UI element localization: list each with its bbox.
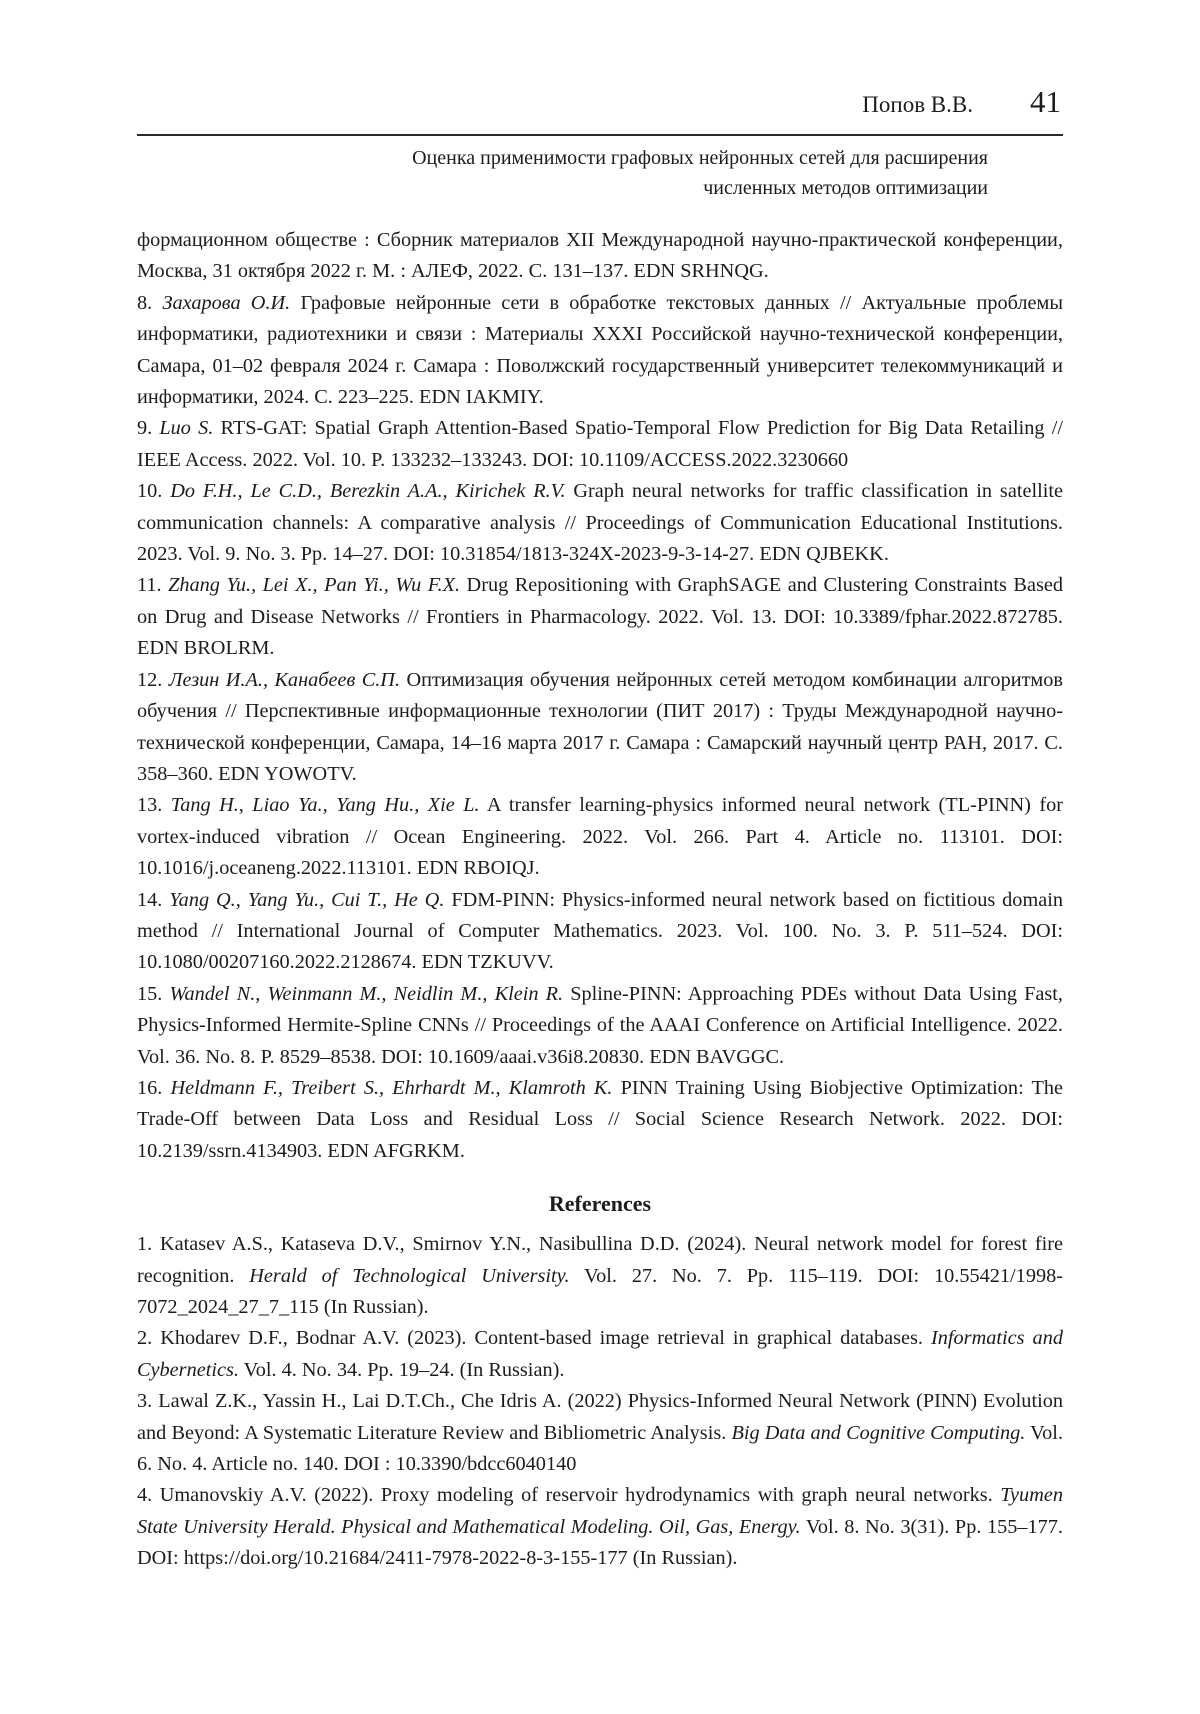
reference-authors: Wandel N., Weinmann M., Neidlin M., Klein R. bbox=[169, 982, 564, 1005]
reference-item bbox=[137, 885, 1063, 979]
reference-number: 14. bbox=[137, 888, 170, 911]
reference-text: PINN Training Using Biobjective Optimization: The Trade-Off between Data Loss and Residual Loss // Social Science Research Network. 2022. DOI: 10.2139/ssrn.4134903. EDN AFGRKM. bbox=[137, 1076, 1063, 1162]
reference-item bbox=[137, 790, 1063, 884]
reference-continuation: формационном обществе : Сборник материалов XII Международной научно-практической конференции, Москва, 31 октября 2022 г. М. : АЛЕФ, 2022. С. 131–137. EDN SRHNQG. bbox=[137, 229, 1063, 283]
reference-text: Spline-PINN: Approaching PDEs without Data Using Fast, Physics-Informed Hermite-Spline CNNs // Proceedings of the AAAI Conference on Artificial Intelligence. 2022. Vol. 36. No. 8. P. 8529–8538. DOI: 10.1609/aaai.v36i8.20830. EDN BAVGGC. bbox=[137, 982, 1064, 1068]
reference-authors: Yang Q., Yang Yu., Cui T., He Q. bbox=[169, 888, 445, 911]
reference-item bbox=[137, 413, 1063, 476]
reference-text: FDM-PINN: Physics-informed neural network based on fictitious domain method // International Journal of Computer Mathematics. 2023. Vol. 100. No. 3. P. 511–524. DOI: 10.1080/00207160.2022.2128674. EDN TZKUVV. bbox=[137, 888, 1063, 974]
reference-details: Vol. 4. No. 34. Pp. 19–24. (In Russian). bbox=[238, 1358, 565, 1381]
reference-text: Оптимизация обучения нейронных сетей методом комбинации алгоритмов обучения // Перспективные информационные технологии (ПИТ 2017) : Труды Международной научно-технической конференции, Самара, 14–16 марта 2017 г. Самара : Самарский научный центр РАН, 2017. С. 358–360. EDN YOWOTV. bbox=[137, 668, 1063, 785]
reference-item bbox=[137, 1073, 1063, 1167]
reference-details: Vol. 8. No. 3(31). Pp. 155–177. DOI: https://doi.org/10.21684/2411-7978-2022-8-3-155-177 (In Russian). bbox=[137, 1515, 1064, 1570]
reference-details: Vol. 6. No. 4. Article no. 140. DOI : 10.3390/bdcc6040140 bbox=[137, 1421, 1063, 1476]
references-heading: References bbox=[548, 1191, 652, 1217]
reference-details: Vol. 27. No. 7. Pp. 115–119. DOI: 10.55421/1998-7072_2024_27_7_115 (In Russian). bbox=[137, 1264, 1063, 1318]
reference-text: Drug Repositioning with GraphSAGE and Clustering Constraints Based on Drug and Disease Networks // Frontiers in Pharmacology. 2022. Vol. 13. DOI: 10.3389/fphar.2022.872785. EDN BROLRM. bbox=[137, 574, 1063, 660]
reference-text: Графовые нейронные сети в обработке текстовых данных // Актуальные проблемы информатики, радиотехники и связи : Материалы XXXI Российской научно-технической конференции, Самара, 01–02 февраля 2024 г. Самара : Поволжский государственный университет телекоммуникаций и информатики, 2024. С. 223–225. EDN IAKMIY. bbox=[137, 291, 1063, 409]
reference-number: 15. bbox=[137, 982, 170, 1005]
english-reference-item bbox=[137, 1480, 1063, 1574]
reference-text: 1. Katasev A.S., Kataseva D.V., Smirnov Y.N., Nasibullina D.D. (2024). Neural network model for forest fire recognition. bbox=[137, 1233, 1063, 1287]
reference-number: 12. bbox=[137, 668, 169, 691]
page-number: 41 bbox=[1030, 84, 1061, 119]
english-reference-item bbox=[137, 1386, 1063, 1480]
reference-number: 10. bbox=[137, 480, 171, 503]
reference-authors: Luo S. bbox=[159, 417, 214, 440]
reference-journal: Big Data and Cognitive Computing. bbox=[731, 1421, 1026, 1444]
reference-number: 11. bbox=[137, 574, 169, 597]
running-head-title-line-1: Оценка применимости графовых нейронных сетей для расширения bbox=[412, 147, 988, 169]
running-head-title bbox=[288, 143, 988, 203]
reference-authors: Do F.H., Le C.D., Berezkin A.A., Kirichek R.V. bbox=[170, 480, 566, 503]
reference-journal: Herald of Technological University. bbox=[249, 1264, 570, 1287]
reference-number: 9. bbox=[137, 417, 160, 440]
reference-authors: Zhang Yu., Lei X., Pan Yi., Wu F.X. bbox=[168, 574, 461, 597]
reference-item bbox=[137, 665, 1063, 791]
running-head bbox=[137, 84, 1063, 136]
reference-text: Graph neural networks for traffic classification in satellite communication channels: A comparative analysis // Proceedings of Communication Educational Institutions. 2023. Vol. 9. No. 3. Pp. 14–27. DOI: 10.31854/1813-324X-2023-9-3-14-27. EDN QJBEKK. bbox=[137, 480, 1063, 566]
english-reference-item bbox=[137, 1323, 1063, 1386]
reference-authors: Лезин И.А., Канабеев С.П. bbox=[168, 668, 401, 691]
reference-item bbox=[137, 476, 1063, 570]
reference-list bbox=[137, 225, 1063, 1575]
reference-item bbox=[137, 979, 1063, 1073]
reference-authors: Heldmann F., Treibert S., Ehrhardt M., Klamroth K. bbox=[170, 1076, 613, 1099]
reference-journal: Tyumen State University Herald. Physical and Mathematical Modeling. Oil, Gas, Energy. bbox=[137, 1484, 1063, 1538]
reference-item bbox=[137, 288, 1063, 414]
reference-text: A transfer learning-physics informed neural network (TL-PINN) for vortex-induced vibration // Ocean Engineering. 2022. Vol. 266. Part 4. Article no. 113101. DOI: 10.1016/j.oceaneng.2022.113101. EDN RBOIQJ. bbox=[137, 794, 1064, 880]
reference-authors: Tang H., Liao Ya., Yang Hu., Xie L. bbox=[170, 794, 480, 817]
reference-authors: Захарова О.И. bbox=[162, 291, 291, 314]
reference-number: 16. bbox=[137, 1076, 171, 1099]
reference-item bbox=[137, 570, 1063, 664]
running-head-title-line-2: численных методов оптимизации bbox=[703, 177, 988, 199]
reference-text: 3. Lawal Z.K., Yassin H., Lai D.T.Ch., Che Idris A. (2022) Physics-Informed Neural Network (PINN) Evolution and Beyond: A Systematic Literature Review and Bibliometric Analysis. bbox=[137, 1390, 1063, 1444]
reference-text: RTS-GAT: Spatial Graph Attention-Based Spatio-Temporal Flow Prediction for Big Data Retailing // IEEE Access. 2022. Vol. 10. P. 133232–133243. DOI: 10.1109/ACCESS.2022.3230660 bbox=[137, 417, 1063, 471]
reference-journal: Informatics and Cybernetics. bbox=[137, 1327, 1063, 1381]
reference-text: 2. Khodarev D.F., Bodnar A.V. (2023). Content-based image retrieval in graphical databases. bbox=[137, 1327, 931, 1350]
english-reference-item bbox=[137, 1229, 1063, 1323]
reference-number: 8. bbox=[137, 291, 163, 314]
reference-number: 13. bbox=[137, 794, 171, 817]
running-head-author: Попов В.В. bbox=[862, 92, 973, 117]
reference-text: 4. Umanovskiy A.V. (2022). Proxy modeling of reservoir hydrodynamics with graph neural networks. bbox=[137, 1484, 1001, 1507]
